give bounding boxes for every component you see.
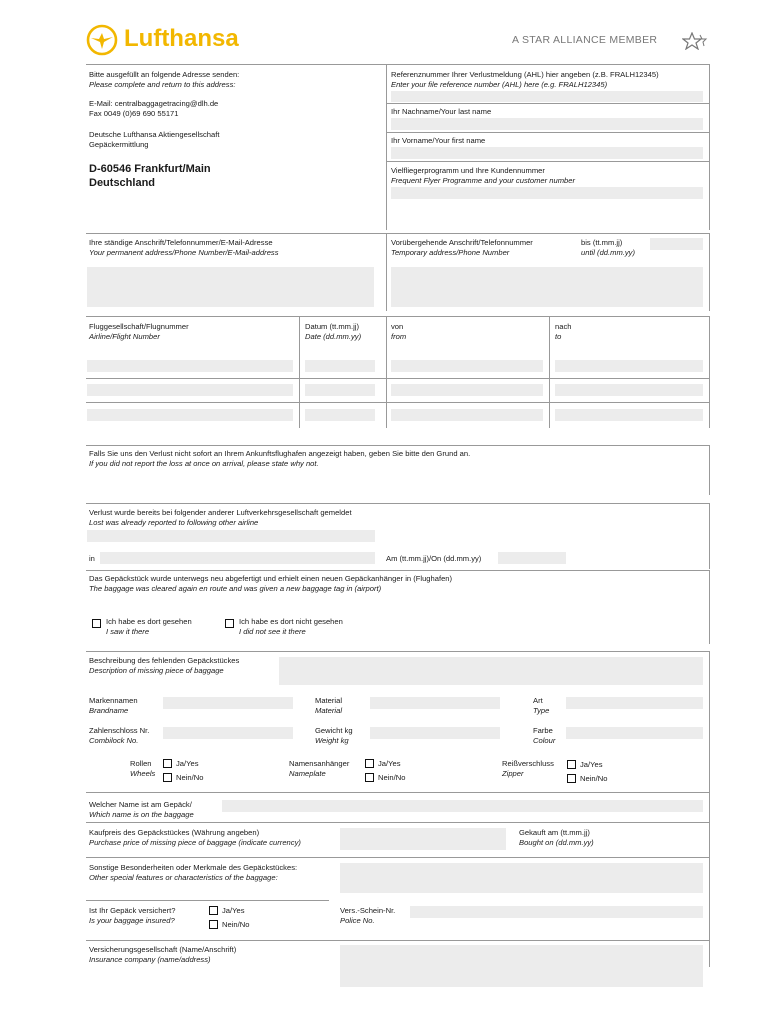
- baggage-name-field[interactable]: [222, 800, 703, 812]
- brand-name: Lufthansa: [124, 25, 239, 52]
- divider: [386, 316, 387, 428]
- star-icon: [682, 32, 710, 50]
- divider: [386, 132, 710, 133]
- flight-from-field[interactable]: [391, 360, 543, 372]
- perm-address-label-en: Your permanent address/Phone Number/E-Mail-address: [89, 248, 279, 257]
- temp-address-label: Vorübergehende Anschrift/Telefonnummer: [391, 238, 533, 247]
- divider: [86, 402, 710, 403]
- star-alliance-logo: [512, 32, 712, 50]
- divider: [86, 503, 710, 504]
- insured-no-label: Nein/No: [222, 920, 250, 929]
- firstname-label: Ihr Vorname/Your first name: [391, 136, 486, 145]
- other-airline-field[interactable]: [87, 530, 375, 542]
- wheels-yes-checkbox[interactable]: [163, 759, 172, 768]
- insured-yes-label: Ja/Yes: [222, 906, 245, 915]
- ref-label: Referenznummer Ihrer Verlustmeldung (AHL) hier angeben (z.B. FRALH12345): [391, 70, 659, 79]
- firstname-field[interactable]: [391, 147, 703, 159]
- price-label-en: Purchase price of missing piece of baggage (indicate currency): [89, 838, 301, 847]
- address-fax: Fax 0049 (0)69 690 55171: [89, 109, 179, 118]
- until-date-field[interactable]: [650, 238, 703, 250]
- until-label: bis (tt.mm.jj): [581, 238, 623, 247]
- flight-from-field[interactable]: [391, 384, 543, 396]
- not-saw-it-checkbox[interactable]: [225, 619, 234, 628]
- divider: [549, 316, 550, 428]
- divider: [86, 900, 329, 901]
- type-label-en: Type: [533, 706, 550, 715]
- lufthansa-logo: [86, 24, 266, 56]
- ref-number-field[interactable]: [391, 91, 703, 102]
- insured-yes-checkbox[interactable]: [209, 906, 218, 915]
- divider: [86, 940, 710, 941]
- other-airline-place-field[interactable]: [100, 552, 375, 564]
- divider: [86, 822, 710, 823]
- in-label: in: [89, 554, 95, 563]
- on-date-label: Am (tt.mm.jj)/On (dd.mm.yy): [386, 554, 482, 563]
- from-label-en: from: [391, 332, 407, 341]
- weight-label-en: Weight kg: [315, 736, 349, 745]
- bought-label-en: Bought on (dd.mm.yy): [519, 838, 594, 847]
- special-field[interactable]: [340, 863, 703, 893]
- zipper-yes-checkbox[interactable]: [567, 760, 576, 769]
- date-label-en: Date (dd.mm.yy): [305, 332, 362, 341]
- zipper-no-checkbox[interactable]: [567, 774, 576, 783]
- other-airline-date-field[interactable]: [498, 552, 566, 564]
- description-field[interactable]: [279, 657, 703, 685]
- alliance-text: A STAR ALLIANCE MEMBER: [512, 34, 658, 46]
- divider: [709, 503, 710, 569]
- description-label: Beschreibung des fehlenden Gepäckstückes: [89, 656, 240, 665]
- divider: [386, 161, 710, 162]
- brandname-field[interactable]: [163, 697, 293, 709]
- police-number-field[interactable]: [410, 906, 703, 918]
- other-airline-label: Verlust wurde bereits bei folgender anderer Luftverkehrsgesellschaft gemeldet: [89, 508, 352, 517]
- insured-no-checkbox[interactable]: [209, 920, 218, 929]
- wheels-no-label: Nein/No: [176, 773, 204, 782]
- flight-to-field[interactable]: [555, 360, 703, 372]
- colour-field[interactable]: [566, 727, 703, 739]
- brandname-label: Markennamen: [89, 696, 138, 705]
- rerouted-label: Das Gepäckstück wurde unterwegs neu abgefertigt und erhielt einen neuen Gepäckanhänger in (Flughafen): [89, 574, 453, 583]
- divider: [386, 103, 710, 104]
- flight-date-field[interactable]: [305, 384, 375, 396]
- brandname-label-en: Brandname: [89, 706, 129, 715]
- saw-it-label-en: I saw it there: [106, 627, 150, 636]
- price-field[interactable]: [340, 828, 506, 850]
- airline-label-en: Airline/Flight Number: [89, 332, 160, 341]
- combilock-label-en: Combilock No.: [89, 736, 139, 745]
- material-label-en: Material: [315, 706, 343, 715]
- lastname-label: Ihr Nachname/Your last name: [391, 107, 492, 116]
- from-label: von: [391, 322, 404, 331]
- reason-field[interactable]: [89, 473, 703, 490]
- weight-label: Gewicht kg: [315, 726, 353, 735]
- nameplate-label: Namensanhänger: [289, 759, 350, 768]
- wheels-no-checkbox[interactable]: [163, 773, 172, 782]
- divider: [299, 316, 300, 428]
- nameplate-no-label: Nein/No: [378, 773, 406, 782]
- rerouted-label-en: The baggage was cleared again en route and was given a new baggage tag in (airport): [89, 584, 382, 593]
- nameplate-yes-checkbox[interactable]: [365, 759, 374, 768]
- colour-label: Farbe: [533, 726, 553, 735]
- divider: [709, 316, 710, 428]
- combilock-field[interactable]: [163, 727, 293, 739]
- ff-label: Vielfliegerprogramm und Ihre Kundennummer: [391, 166, 545, 175]
- not-saw-it-label-en: I did not see it there: [239, 627, 306, 636]
- wheels-label: Rollen: [130, 759, 152, 768]
- special-label-en: Other special features or characteristics of the baggage:: [89, 873, 278, 882]
- to-label: nach: [555, 322, 572, 331]
- baggage-name-label-en: Which name is on the baggage: [89, 810, 194, 819]
- divider: [86, 378, 710, 379]
- not-saw-it-label: Ich habe es dort nicht gesehen: [239, 617, 343, 626]
- address-dept: Gepäckermittlung: [89, 140, 149, 149]
- price-label: Kaufpreis des Gepäckstückes (Währung angeben): [89, 828, 260, 837]
- address-city: D-60546 Frankfurt/Main: [89, 163, 211, 175]
- divider: [86, 445, 710, 446]
- description-label-en: Description of missing piece of baggage: [89, 666, 224, 675]
- police-label: Vers.-Schein-Nr.: [340, 906, 396, 915]
- divider: [709, 651, 710, 967]
- ref-label-en: Enter your file reference number (AHL) here (e.g. FRALH12345): [391, 80, 608, 89]
- flight-airline-field[interactable]: [87, 360, 293, 372]
- temp-address-label-en: Temporary address/Phone Number: [391, 248, 510, 257]
- other-airline-label-en: Lost was already reported to following other airline: [89, 518, 259, 527]
- address-country: Deutschland: [89, 177, 156, 189]
- date-label: Datum (tt.mm.jj): [305, 322, 359, 331]
- nameplate-no-checkbox[interactable]: [365, 773, 374, 782]
- divider: [86, 64, 710, 65]
- flight-date-field[interactable]: [305, 360, 375, 372]
- flight-date-field[interactable]: [305, 409, 375, 421]
- type-label: Art: [533, 696, 543, 705]
- flight-airline-field[interactable]: [87, 384, 293, 396]
- reason-label: Falls Sie uns den Verlust nicht sofort an Ihrem Ankunftsflughafen angezeigt haben, geben Sie bitte den Grund an.: [89, 449, 471, 458]
- divider: [86, 792, 710, 793]
- divider: [709, 445, 710, 495]
- nameplate-label-en: Nameplate: [289, 769, 326, 778]
- rerouted-airport-field[interactable]: [89, 598, 703, 610]
- crane-icon: [86, 24, 118, 56]
- ff-field[interactable]: [391, 187, 703, 199]
- divider: [386, 64, 387, 230]
- divider: [86, 233, 710, 234]
- flight-from-field[interactable]: [391, 409, 543, 421]
- address-title-en: Please complete and return to this address:: [89, 80, 236, 89]
- lastname-field[interactable]: [391, 118, 703, 130]
- special-label: Sonstige Besonderheiten oder Merkmale des Gepäckstückes:: [89, 863, 298, 872]
- wheels-yes-label: Ja/Yes: [176, 759, 199, 768]
- address-title: Bitte ausgefüllt an folgende Adresse senden:: [89, 70, 240, 79]
- insurer-field[interactable]: [340, 945, 703, 987]
- zipper-no-label: Nein/No: [580, 774, 608, 783]
- bought-label: Gekauft am (tt.mm.jj): [519, 828, 590, 837]
- baggage-name-label: Welcher Name ist am Gepäck/: [89, 800, 192, 809]
- saw-it-checkbox[interactable]: [92, 619, 101, 628]
- divider: [86, 651, 710, 652]
- perm-address-field[interactable]: [87, 267, 374, 307]
- divider: [709, 64, 710, 230]
- saw-it-label: Ich habe es dort gesehen: [106, 617, 192, 626]
- insured-label: Ist Ihr Gepäck versichert?: [89, 906, 176, 915]
- divider: [86, 857, 710, 858]
- divider: [86, 570, 710, 571]
- type-field[interactable]: [566, 697, 703, 709]
- colour-label-en: Colour: [533, 736, 556, 745]
- reason-label-en: If you did not report the loss at once on arrival, please state why not.: [89, 459, 319, 468]
- insurer-label: Versicherungsgesellschaft (Name/Anschrift): [89, 945, 237, 954]
- divider: [86, 316, 710, 317]
- police-label-en: Police No.: [340, 916, 375, 925]
- weight-field[interactable]: [370, 727, 500, 739]
- airline-label: Fluggesellschaft/Flugnummer: [89, 322, 189, 331]
- flight-airline-field[interactable]: [87, 409, 293, 421]
- flight-to-field[interactable]: [555, 384, 703, 396]
- zipper-label: Reißverschluss: [502, 759, 554, 768]
- ff-label-en: Frequent Flyer Programme and your customer number: [391, 176, 576, 185]
- to-label-en: to: [555, 332, 562, 341]
- divider: [709, 233, 710, 311]
- divider: [386, 233, 387, 311]
- until-label-en: until (dd.mm.yy): [581, 248, 636, 257]
- combilock-label: Zahlenschloss Nr.: [89, 726, 150, 735]
- address-company: Deutsche Lufthansa Aktiengesellschaft: [89, 130, 220, 139]
- nameplate-yes-label: Ja/Yes: [378, 759, 401, 768]
- insurer-label-en: Insurance company (name/address): [89, 955, 211, 964]
- perm-address-label: Ihre ständige Anschrift/Telefonnummer/E-Mail-Adresse: [89, 238, 273, 247]
- wheels-label-en: Wheels: [130, 769, 156, 778]
- zipper-yes-label: Ja/Yes: [580, 760, 603, 769]
- zipper-label-en: Zipper: [502, 769, 524, 778]
- material-field[interactable]: [370, 697, 500, 709]
- address-email: E-Mail: centralbaggagetracing@dlh.de: [89, 99, 219, 108]
- temp-address-field[interactable]: [391, 267, 703, 307]
- material-label: Material: [315, 696, 343, 705]
- flight-to-field[interactable]: [555, 409, 703, 421]
- divider: [709, 570, 710, 644]
- insured-label-en: Is your baggage insured?: [89, 916, 175, 925]
